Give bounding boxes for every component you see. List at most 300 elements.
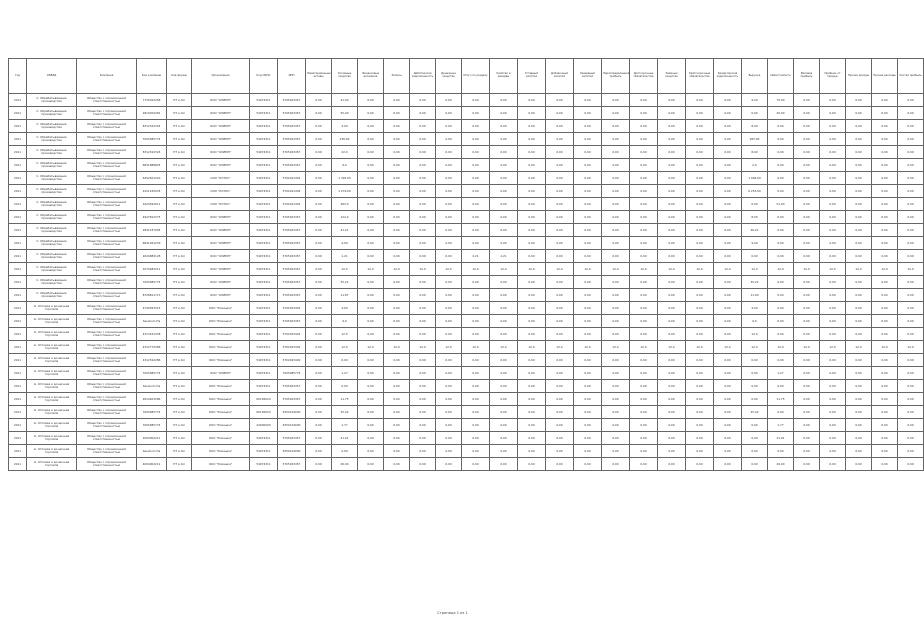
table-cell: 0,00 bbox=[686, 172, 714, 185]
table-cell: 2011 bbox=[9, 328, 27, 341]
table-cell: 2011 bbox=[9, 146, 27, 159]
table-cell: 0,00 bbox=[686, 198, 714, 211]
table-cell: 0,00 bbox=[846, 393, 872, 406]
table-cell: С. Обрабатывающие производства bbox=[27, 172, 77, 185]
table-cell: ООО "ОЛИМП" bbox=[192, 237, 250, 250]
table-cell: 0,00 bbox=[872, 133, 898, 146]
table-cell: 5702021402 bbox=[278, 198, 306, 211]
table-cell: 9,0 bbox=[742, 315, 768, 328]
table-cell: 0,00 bbox=[410, 432, 436, 445]
table-cell: 54974311 bbox=[250, 354, 278, 367]
table-cell: 0,00 bbox=[794, 107, 820, 120]
table-cell: 0,00 bbox=[490, 445, 518, 458]
table-cell: 0,00 bbox=[872, 302, 898, 315]
table-cell: ПТ и АО bbox=[167, 315, 192, 328]
table-cell: 0,00 bbox=[602, 354, 630, 367]
table-cell: 0,00 bbox=[742, 198, 768, 211]
table-cell: 21,91 bbox=[768, 432, 794, 445]
table-cell: 0,00 bbox=[658, 94, 686, 107]
table-cell: 0,00 bbox=[546, 107, 574, 120]
table-cell: 0,00 bbox=[658, 237, 686, 250]
table-cell: 1 393,00 bbox=[332, 172, 358, 185]
table-cell: 0,00 bbox=[872, 315, 898, 328]
table-row bbox=[9, 315, 924, 328]
table-cell: 0,00 bbox=[742, 354, 768, 367]
table-row bbox=[9, 172, 924, 185]
table-cell: 0,00 bbox=[410, 302, 436, 315]
table-cell: 5705023457 bbox=[278, 393, 306, 406]
table-cell: 12,0 bbox=[872, 263, 898, 276]
table-cell: 0,00 bbox=[658, 302, 686, 315]
table-cell: 0,00 bbox=[686, 302, 714, 315]
table-cell: 0,00 bbox=[462, 146, 490, 159]
table-cell: 2810202281 bbox=[137, 107, 167, 120]
table-cell: 2011 bbox=[9, 302, 27, 315]
table-cell: 0,00 bbox=[518, 315, 546, 328]
table-cell: 1,27 bbox=[768, 367, 794, 380]
table-cell: 0,00 bbox=[602, 276, 630, 289]
table-cell: ПТ и АО bbox=[167, 94, 192, 107]
table-cell: 0,00 bbox=[436, 367, 462, 380]
table-cell: 0,00 bbox=[410, 250, 436, 263]
table-cell: 46,21 bbox=[742, 224, 768, 237]
column-header: Организация bbox=[192, 59, 250, 94]
table-cell: 2011 bbox=[9, 419, 27, 432]
table-cell: 0,00 bbox=[436, 393, 462, 406]
table-row bbox=[9, 146, 924, 159]
table-cell: 54974311 bbox=[250, 224, 278, 237]
table-cell: 0,00 bbox=[602, 237, 630, 250]
table-cell: 5702023402 bbox=[278, 302, 306, 315]
table-cell: 0,00 bbox=[630, 211, 658, 224]
table-cell: С. Обрабатывающие производства bbox=[27, 198, 77, 211]
table-cell: 0,00 bbox=[846, 250, 872, 263]
table-cell: 8312322324 bbox=[137, 146, 167, 159]
table-cell: 6841261230 bbox=[137, 237, 167, 250]
table-cell: 12,0 bbox=[358, 263, 384, 276]
table-cell: 0,00 bbox=[410, 120, 436, 133]
table-cell: 2011 bbox=[9, 172, 27, 185]
table-cell: 0,00 bbox=[714, 302, 742, 315]
table-cell: 0,00 bbox=[546, 172, 574, 185]
table-cell: ООО "ЛОТОС" bbox=[192, 198, 250, 211]
table-cell: Общество с ограниченной ответственностью bbox=[77, 315, 137, 328]
table-cell: 0,00 bbox=[794, 367, 820, 380]
table-cell: 0,00 bbox=[384, 133, 410, 146]
column-header: Код ОКПО bbox=[250, 59, 278, 94]
table-cell: 0,00 bbox=[794, 354, 820, 367]
table-cell: 5705023457 bbox=[278, 133, 306, 146]
table-cell: 0,00 bbox=[546, 315, 574, 328]
table-cell: 0,00 bbox=[768, 133, 794, 146]
table-cell: 0,00 bbox=[574, 419, 602, 432]
table-cell: ПТ и АО bbox=[167, 146, 192, 159]
table-cell: ПТ и АО bbox=[167, 328, 192, 341]
table-cell: 0,00 bbox=[898, 211, 924, 224]
table-cell: ПТ и АО bbox=[167, 419, 192, 432]
table-cell: 0,00 bbox=[306, 458, 332, 471]
table-cell: 0,00 bbox=[546, 250, 574, 263]
table-cell: 0,00 bbox=[686, 120, 714, 133]
table-cell: 0,00 bbox=[306, 237, 332, 250]
table-cell: ООО "Ромашка" bbox=[192, 328, 250, 341]
table-cell: 0,00 bbox=[358, 289, 384, 302]
table-cell: 0,00 bbox=[714, 107, 742, 120]
table-cell: 0,00 bbox=[872, 159, 898, 172]
table-cell: 12,0 bbox=[490, 263, 518, 276]
table-cell: 1,21 bbox=[332, 250, 358, 263]
table-cell: 12,0 bbox=[846, 263, 872, 276]
table-cell: ПТ и АО bbox=[167, 289, 192, 302]
table-cell: 0,00 bbox=[714, 393, 742, 406]
table-cell: 0,00 bbox=[410, 224, 436, 237]
table-cell: 0,00 bbox=[872, 406, 898, 419]
table-cell: 0,00 bbox=[658, 159, 686, 172]
table-cell: 0,00 bbox=[518, 419, 546, 432]
table-cell: 0,00 bbox=[574, 133, 602, 146]
table-cell: 4,00 bbox=[332, 302, 358, 315]
table-cell: 0,00 bbox=[306, 380, 332, 393]
table-cell: 0,00 bbox=[306, 341, 332, 354]
table-cell: 26,00 bbox=[332, 458, 358, 471]
table-cell: 0,00 bbox=[714, 380, 742, 393]
table-cell: 0,00 bbox=[490, 406, 518, 419]
table-cell: 0,00 bbox=[658, 107, 686, 120]
table-cell: 0,00 bbox=[820, 289, 846, 302]
table-cell: ПТ и АО bbox=[167, 263, 192, 276]
table-cell: 0,00 bbox=[462, 289, 490, 302]
table-cell: 0,00 bbox=[436, 198, 462, 211]
table-cell: 54974311 bbox=[250, 276, 278, 289]
table-row bbox=[9, 263, 924, 276]
table-cell: 0,00 bbox=[602, 406, 630, 419]
table-cell: 0,00 bbox=[898, 445, 924, 458]
table-cell: 0,00 bbox=[384, 302, 410, 315]
table-cell: Общество с ограниченной ответственностью bbox=[77, 302, 137, 315]
table-cell: ПТ и АО bbox=[167, 211, 192, 224]
table-cell: 12,0 bbox=[462, 263, 490, 276]
table-cell: 0,00 bbox=[518, 289, 546, 302]
table-cell: 0,00 bbox=[358, 185, 384, 198]
table-cell: 5705023457 bbox=[278, 263, 306, 276]
table-cell: 0,00 bbox=[742, 367, 768, 380]
table-cell: 0,00 bbox=[306, 419, 332, 432]
table-cell: ООО "ЛОТОС" bbox=[192, 172, 250, 185]
table-cell: ООО "Ромашка" bbox=[192, 419, 250, 432]
column-header: Основные средства bbox=[332, 59, 358, 94]
table-cell: 0,00 bbox=[630, 172, 658, 185]
table-cell: 0,00 bbox=[898, 276, 924, 289]
table-cell: 0,00 bbox=[686, 354, 714, 367]
table-cell: 0,00 bbox=[574, 289, 602, 302]
table-cell: 0,00 bbox=[872, 393, 898, 406]
table-cell: 0,00 bbox=[602, 172, 630, 185]
table-cell: 0,00 bbox=[306, 120, 332, 133]
table-cell: 0,00 bbox=[518, 224, 546, 237]
table-cell: 0,00 bbox=[490, 354, 518, 367]
table-cell: G. Оптовая и розничная торговля bbox=[27, 445, 77, 458]
table-cell: 0,00 bbox=[384, 224, 410, 237]
table-cell: 0,00 bbox=[714, 445, 742, 458]
table-cell: ПТ и АО bbox=[167, 276, 192, 289]
table-cell: 6452401220 bbox=[137, 172, 167, 185]
table-cell: 0,00 bbox=[462, 380, 490, 393]
table-cell: 0,00 bbox=[462, 354, 490, 367]
table-cell: 0,00 bbox=[358, 250, 384, 263]
table-cell: 0,00 bbox=[518, 133, 546, 146]
table-cell: 0,00 bbox=[490, 198, 518, 211]
table-cell: 0,00 bbox=[846, 419, 872, 432]
table-cell: 0,00 bbox=[546, 419, 574, 432]
table-row bbox=[9, 380, 924, 393]
table-cell: 0,00 bbox=[602, 133, 630, 146]
table-cell: 5702023402 bbox=[278, 354, 306, 367]
table-cell: 5705023457 bbox=[278, 211, 306, 224]
table-cell: ПТ и АО bbox=[167, 302, 192, 315]
table-cell: 0,00 bbox=[546, 211, 574, 224]
table-cell: 6350129000 bbox=[278, 406, 306, 419]
table-cell: 0,00 bbox=[630, 133, 658, 146]
table-cell: 0,00 bbox=[384, 419, 410, 432]
table-cell: ПТ и АО bbox=[167, 406, 192, 419]
table-cell: 0,00 bbox=[686, 133, 714, 146]
table-cell: 0,00 bbox=[794, 250, 820, 263]
table-cell: 0,00 bbox=[462, 315, 490, 328]
table-cell: ООО "ОЛИМП" bbox=[192, 263, 250, 276]
table-cell: 0,00 bbox=[306, 315, 332, 328]
table-cell: 0,00 bbox=[630, 185, 658, 198]
table-cell: 54974311 bbox=[250, 263, 278, 276]
table-cell: 0,00 bbox=[358, 146, 384, 159]
table-row bbox=[9, 393, 924, 406]
table-cell: 0,00 bbox=[574, 94, 602, 107]
table-cell: 54974311 bbox=[250, 120, 278, 133]
table-cell: 0,00 bbox=[306, 146, 332, 159]
table-cell: Общество с ограниченной ответственностью bbox=[77, 107, 137, 120]
table-row bbox=[9, 341, 924, 354]
table-cell: 12,0 bbox=[602, 263, 630, 276]
table-cell: 55,00 bbox=[332, 107, 358, 120]
table-cell: 0,00 bbox=[872, 432, 898, 445]
table-cell: 0,00 bbox=[820, 302, 846, 315]
table-cell: 0,00 bbox=[686, 94, 714, 107]
table-cell: 0,00 bbox=[794, 146, 820, 159]
table-cell: 0,00 bbox=[686, 445, 714, 458]
table-cell: 0,00 bbox=[794, 237, 820, 250]
table-cell: 0,00 bbox=[794, 302, 820, 315]
table-cell: 4004002211 bbox=[137, 458, 167, 471]
table-cell: 0,00 bbox=[658, 120, 686, 133]
table-cell: 0,00 bbox=[602, 315, 630, 328]
table-cell: ООО "Ромашка" bbox=[192, 406, 250, 419]
table-cell: 0,00 bbox=[686, 289, 714, 302]
table-cell: 0,00 bbox=[658, 445, 686, 458]
table-cell: ПТ и АО bbox=[167, 133, 192, 146]
table-cell: 0,00 bbox=[436, 172, 462, 185]
table-cell: 0,00 bbox=[518, 107, 546, 120]
table-cell: 0,00 bbox=[358, 393, 384, 406]
table-cell: 2011 bbox=[9, 276, 27, 289]
table-cell: Общество с ограниченной ответственностью bbox=[77, 263, 137, 276]
table-cell: 0,00 bbox=[742, 419, 768, 432]
table-cell: 0,00 bbox=[436, 211, 462, 224]
table-cell: 0,00 bbox=[794, 198, 820, 211]
table-cell: 0,00 bbox=[574, 185, 602, 198]
table-cell: 0,00 bbox=[306, 328, 332, 341]
table-cell: С. Обрабатывающие производства bbox=[27, 263, 77, 276]
table-cell: 0,00 bbox=[602, 289, 630, 302]
table-cell: 0,00 bbox=[658, 458, 686, 471]
table-cell: 0,00 bbox=[872, 289, 898, 302]
table-cell: 0,00 bbox=[794, 276, 820, 289]
table-cell: 0,00 bbox=[898, 237, 924, 250]
table-cell: 0,00 bbox=[306, 289, 332, 302]
table-cell: 2011 bbox=[9, 94, 27, 107]
table-cell: 0,00 bbox=[358, 120, 384, 133]
table-cell: 2,21 bbox=[462, 250, 490, 263]
table-cell: Общество с ограниченной ответственностью bbox=[77, 341, 137, 354]
table-cell: 0,00 bbox=[846, 380, 872, 393]
table-cell: 0,00 bbox=[898, 419, 924, 432]
table-body bbox=[9, 94, 924, 471]
table-cell: 0,00 bbox=[872, 185, 898, 198]
table-cell: 1,77 bbox=[332, 419, 358, 432]
table-cell: 0,00 bbox=[658, 289, 686, 302]
table-cell: 7005085774 bbox=[137, 419, 167, 432]
table-cell: 0,00 bbox=[630, 276, 658, 289]
table-cell: 5705023457 bbox=[278, 94, 306, 107]
column-header: Нераспределенная прибыль bbox=[602, 59, 630, 94]
table-cell: 0,00 bbox=[602, 445, 630, 458]
table-cell: 0,00 bbox=[794, 120, 820, 133]
table-cell: 0,00 bbox=[846, 133, 872, 146]
table-cell: 0,00 bbox=[602, 458, 630, 471]
table-cell: 21,91 bbox=[332, 432, 358, 445]
table-cell: 0,00 bbox=[574, 302, 602, 315]
table-cell: 0,00 bbox=[768, 146, 794, 159]
table-cell: 0,00 bbox=[768, 354, 794, 367]
table-cell: 12,0 bbox=[384, 341, 410, 354]
table-cell: 0,00 bbox=[358, 328, 384, 341]
table-cell: 0,00 bbox=[358, 380, 384, 393]
table-cell: 0,00 bbox=[410, 276, 436, 289]
table-cell: 0,00 bbox=[794, 380, 820, 393]
table-cell: ПТ и АО bbox=[167, 367, 192, 380]
table-cell: 5702021402 bbox=[278, 172, 306, 185]
table-cell: ООО "ОЛИМП" bbox=[192, 133, 250, 146]
table-cell: 0,00 bbox=[410, 445, 436, 458]
table-cell: 2011 bbox=[9, 289, 27, 302]
table-cell: 0,00 bbox=[546, 302, 574, 315]
table-cell: 6350129000 bbox=[278, 445, 306, 458]
table-cell: 0,00 bbox=[820, 120, 846, 133]
table-cell: 0,00 bbox=[546, 380, 574, 393]
table-cell: 12,0 bbox=[898, 263, 924, 276]
table-cell: 0,00 bbox=[846, 159, 872, 172]
table-cell: 11,75 bbox=[332, 393, 358, 406]
table-cell: 0,00 bbox=[602, 198, 630, 211]
table-cell: 0,00 bbox=[358, 107, 384, 120]
table-cell: 5705023457 bbox=[278, 224, 306, 237]
table-cell: 0,00 bbox=[898, 198, 924, 211]
table-cell: 2011 bbox=[9, 445, 27, 458]
table-cell: 0,00 bbox=[658, 315, 686, 328]
table-cell: Sasolium Ha bbox=[137, 315, 167, 328]
table-cell: 2011 bbox=[9, 211, 27, 224]
table-cell: 0,00 bbox=[574, 198, 602, 211]
table-cell: 0,00 bbox=[518, 406, 546, 419]
column-header: Уставный капитал bbox=[518, 59, 546, 94]
table-cell: 0,00 bbox=[872, 276, 898, 289]
table-cell: 0,00 bbox=[898, 354, 924, 367]
table-cell: 238,00 bbox=[332, 133, 358, 146]
table-cell: Sasolium Ha bbox=[137, 380, 167, 393]
table-header-row bbox=[9, 59, 924, 94]
table-cell: 0,00 bbox=[546, 328, 574, 341]
table-cell: 0,00 bbox=[384, 107, 410, 120]
table-cell: 12,0 bbox=[384, 263, 410, 276]
table-cell: 0,00 bbox=[518, 302, 546, 315]
table-cell: 0,00 bbox=[846, 315, 872, 328]
table-cell: 0,00 bbox=[768, 276, 794, 289]
table-cell: 0,00 bbox=[602, 432, 630, 445]
table-cell: 0,00 bbox=[574, 159, 602, 172]
table-cell: 0,00 bbox=[820, 393, 846, 406]
table-row bbox=[9, 354, 924, 367]
table-cell: 0,00 bbox=[846, 94, 872, 107]
table-cell: 12,0 bbox=[332, 328, 358, 341]
table-cell: 0,00 bbox=[358, 406, 384, 419]
table-cell: 0,00 bbox=[820, 276, 846, 289]
table-cell: 0,00 bbox=[820, 107, 846, 120]
table-cell: 0,00 bbox=[820, 406, 846, 419]
table-cell: 0,00 bbox=[820, 250, 846, 263]
table-cell: 0,00 bbox=[384, 146, 410, 159]
table-cell: 0,00 bbox=[490, 159, 518, 172]
table-cell: ООО "ОЛИМП" bbox=[192, 159, 250, 172]
table-cell: 12,0 bbox=[490, 341, 518, 354]
table-cell: 0,00 bbox=[462, 185, 490, 198]
table-cell: 12,0 bbox=[658, 341, 686, 354]
table-cell: ООО "Ромашка" bbox=[192, 432, 250, 445]
table-cell: Общество с ограниченной ответственностью bbox=[77, 380, 137, 393]
table-cell: 0,00 bbox=[574, 354, 602, 367]
table-cell: 0,00 bbox=[714, 159, 742, 172]
table-cell: 1004002211 bbox=[137, 432, 167, 445]
table-cell: Общество с ограниченной ответственностью bbox=[77, 406, 137, 419]
table-cell: 0,00 bbox=[306, 211, 332, 224]
table-cell: 0,00 bbox=[306, 367, 332, 380]
table-cell: 0,00 bbox=[436, 289, 462, 302]
table-cell: 0,00 bbox=[742, 445, 768, 458]
table-cell: 0,00 bbox=[384, 94, 410, 107]
table-cell: 0,00 bbox=[462, 432, 490, 445]
table-cell: 5705023457 bbox=[278, 432, 306, 445]
table-cell: 0,00 bbox=[410, 393, 436, 406]
table-cell: 12,0 bbox=[742, 328, 768, 341]
table-cell: 0,00 bbox=[872, 107, 898, 120]
table-cell: 0,00 bbox=[384, 198, 410, 211]
table-cell: 0,00 bbox=[518, 146, 546, 159]
table-cell: ПТ и АО bbox=[167, 250, 192, 263]
table-cell: 54974311 bbox=[250, 302, 278, 315]
table-cell: 0,00 bbox=[384, 393, 410, 406]
table-cell: 0,00 bbox=[546, 354, 574, 367]
table-cell: 0,00 bbox=[630, 380, 658, 393]
table-cell: 12,0 bbox=[518, 341, 546, 354]
table-cell: 5705023457 bbox=[278, 159, 306, 172]
table-cell: 0,00 bbox=[794, 458, 820, 471]
